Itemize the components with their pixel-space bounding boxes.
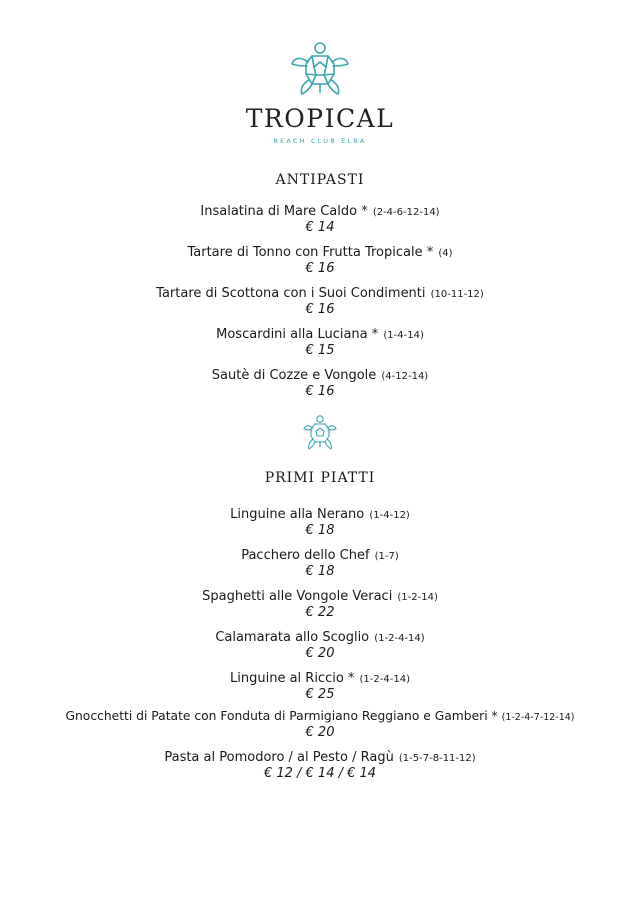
item-allergens: (1-2-4-7-12-14) [501,712,575,723]
list-item [0,364,640,399]
item-allergens: (4) [438,248,453,259]
item-allergens: (10-11-12) [430,289,484,300]
list-item [0,626,640,661]
item-price: € 25 [305,687,335,702]
item-name: Pasta al Pomodoro / al Pesto / Ragù [164,750,394,765]
turtle-divider-icon [303,414,337,452]
brand-logo [0,40,640,146]
item-allergens: (4-12-14) [381,371,429,382]
list-item [0,708,640,740]
list-item [0,544,640,579]
item-price: € 20 [305,725,335,740]
item-name: Moscardini alla Luciana * [216,327,379,342]
brand-name: TROPICAL [245,104,395,133]
item-price: € 18 [305,564,335,579]
item-allergens: (1-2-4-14) [359,674,410,685]
item-allergens: (1-4-12) [369,510,410,521]
item-allergens: (1-7) [374,551,399,562]
item-name: Calamarata allo Scoglio [215,630,370,645]
item-allergens: (1-2-4-14) [374,633,425,644]
item-name: Insalatina di Mare Caldo * [200,204,368,219]
list-item [0,503,640,538]
list-item [0,323,640,358]
item-price: € 12 / € 14 / € 14 [263,766,377,781]
item-price: € 18 [305,523,335,538]
antipasti-list [0,200,640,405]
item-price: € 16 [305,261,335,276]
section-title-antipasti: ANTIPASTI [275,172,365,188]
list-item [0,282,640,317]
item-name: Sautè di Cozze e Vongole [211,368,377,383]
list-item [0,746,640,781]
item-name: Linguine alla Nerano [230,507,365,522]
list-item [0,200,640,235]
list-item [0,667,640,702]
item-name: Tartare di Tonno con Frutta Tropicale * [187,245,434,260]
item-price: € 14 [305,220,335,235]
item-allergens: (1-5-7-8-11-12) [398,753,476,764]
section-title-primi-piatti: PRIMI PIATTI [264,470,376,486]
item-price: € 16 [305,384,335,399]
list-item [0,241,640,276]
item-name: Pacchero dello Chef [241,548,370,563]
item-price: € 22 [305,605,335,620]
item-name: Gnocchetti di Patate con Fonduta di Parmigiano Reggiano e Gamberi * [65,709,498,723]
item-name: Spaghetti alle Vongole Veraci [202,589,393,604]
primi-piatti-list [0,503,640,787]
item-allergens: (2-4-6-12-14) [372,207,440,218]
item-name: Linguine al Riccio * [230,671,355,686]
item-price: € 16 [305,302,335,317]
item-price: € 15 [305,343,335,358]
item-allergens: (1-4-14) [383,330,424,341]
brand-tagline: BEACH CLUB ELBA [273,137,367,145]
item-price: € 20 [305,646,335,661]
list-item [0,585,640,620]
item-name: Tartare di Scottona con i Suoi Condimenti [156,286,426,301]
item-allergens: (1-2-14) [397,592,438,603]
turtle-logo-icon [290,40,350,98]
